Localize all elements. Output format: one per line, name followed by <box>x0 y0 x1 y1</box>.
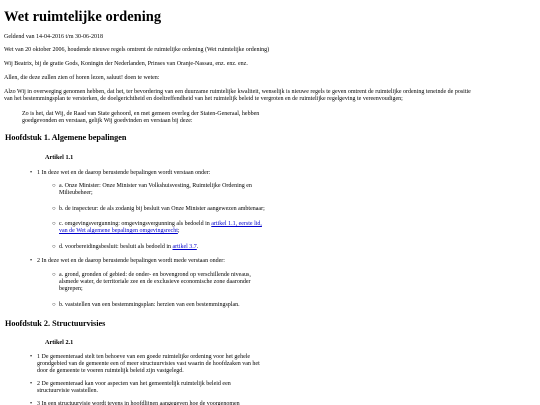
bullet-icon: • <box>30 354 33 360</box>
list-item: ○ c. omgevingsvergunning: omgevingsvergunning als bedoeld in artikel 1.1, eerste lid, <box>52 221 262 227</box>
article-1-1-heading: Artikel 1.1 <box>45 154 74 161</box>
list-item: • 2 De gemeenteraad kan voor aspecten van het gemeentelijk ruimtelijk beleid een <box>30 381 231 387</box>
list-item-continuation: begrepen; <box>59 286 83 292</box>
circle-bullet-icon: ○ <box>52 206 56 212</box>
enactment-line-2: goedgevonden en verstaan, gelijk Wij goedvinden en verstaan bij deze: <box>22 118 193 124</box>
bullet-icon: • <box>30 381 33 387</box>
list-item-continuation: van de Wet algemene bepalingen omgevingsrecht; <box>59 228 180 234</box>
circle-bullet-icon: ○ <box>52 221 56 227</box>
list-item-continuation: alsmede water, de territoriale zee en de exclusieve economische zone daaronder <box>59 279 251 285</box>
link-artikel-3-7[interactable]: artikel 3.7 <box>172 244 197 250</box>
list-item: • 1 De gemeenteraad stelt ten behoeve van een goede ruimtelijke ordening voor het gehele <box>30 354 251 360</box>
list-item: • 1 In deze wet en de daarop berustende bepalingen wordt verstaan onder: <box>30 170 211 176</box>
bullet-icon: • <box>30 170 33 176</box>
list-item-continuation: Milieubeheer; <box>59 190 93 196</box>
list-item: • 3 In een structuurvisie wordt tevens in hoofdlijnen aangegeven hoe de voorgenomen <box>30 401 240 405</box>
circle-bullet-icon: ○ <box>52 302 56 308</box>
link-wabo[interactable]: van de Wet algemene bepalingen omgevingsrecht <box>59 228 178 234</box>
list-item: ○ b. de inspecteur: de als zodanig bij besluit van Onze Minister aangewezen ambtenaar; <box>52 206 265 212</box>
list-item-continuation: door de gemeente te voeren ruimtelijk beleid zijn vastgelegd. <box>37 368 184 374</box>
bullet-icon: • <box>30 258 33 264</box>
list-item: ○ a. grond, gronden of gebied: de onder- en bovengrond op verschillende niveaus, <box>52 272 251 278</box>
validity-text: Geldend van 14-04-2016 t/m 30-06-2018 <box>4 34 103 40</box>
circle-bullet-icon: ○ <box>52 244 56 250</box>
chapter-1-heading: Hoofdstuk 1. Algemene bepalingen <box>5 133 127 142</box>
list-item-continuation: structuurvisie vaststellen. <box>37 388 98 394</box>
enactment-line-1: Zo is het, dat Wij, de Raad van State gehoord, en met gemeen overleg der Staten-Generaal, hebben <box>22 111 260 117</box>
link-artikel-1-1[interactable]: artikel 1.1, eerste lid, <box>211 221 262 227</box>
queen-text: Wij Beatrix, bij de gratie Gods, Koningin der Nederlanden, Prinses van Oranje-Nassau, enz. enz. enz. <box>4 61 248 67</box>
page-title: Wet ruimtelijke ordening <box>4 9 162 25</box>
list-item: ○ d. voorbereidingsbesluit: besluit als bedoeld in artikel 3.7. <box>52 244 199 250</box>
bullet-icon: • <box>30 401 33 405</box>
greeting-text: Allen, die deze zullen zien of horen lezen, saluut! doen te weten: <box>4 75 160 81</box>
article-2-1-heading: Artikel 2.1 <box>45 339 74 346</box>
list-item: ○ b. vaststellen van een bestemmingsplan: herzien van een bestemmingsplan. <box>52 302 240 308</box>
list-item: ○ a. Onze Minister: Onze Minister van Volkshuisvesting, Ruimtelijke Ordening en <box>52 183 252 189</box>
preamble-line-1: Alzo Wij in overweging genomen hebben, dat het, ter bevordering van een duurzame ruimtelijke kwaliteit, wenselijk is nieuwe regels te geven omtrent de ruimtelijke ordening teneinde de positie <box>4 89 471 95</box>
list-item-continuation: grondgebied van de gemeente een of meer structuurvisies vast waarin de hoofdzaken van het <box>37 361 260 367</box>
list-item: • 2 In deze wet en de daarop berustende bepalingen wordt mede verstaan onder: <box>30 258 225 264</box>
chapter-2-heading: Hoofdstuk 2. Structuurvisies <box>5 319 106 328</box>
preamble-line-2: van het bestemmingsplan te versterken, de doelgerichtheid en doeltreffendheid van het ruimtelijk beleid te vergroten en de ruimtelijke regelgeving te vereenvoudigen; <box>4 96 403 102</box>
circle-bullet-icon: ○ <box>52 272 56 278</box>
circle-bullet-icon: ○ <box>52 183 56 189</box>
intro-text: Wet van 20 oktober 2006, houdende nieuwe regels omtrent de ruimtelijke ordening (Wet ruimtelijke ordening) <box>4 47 270 53</box>
